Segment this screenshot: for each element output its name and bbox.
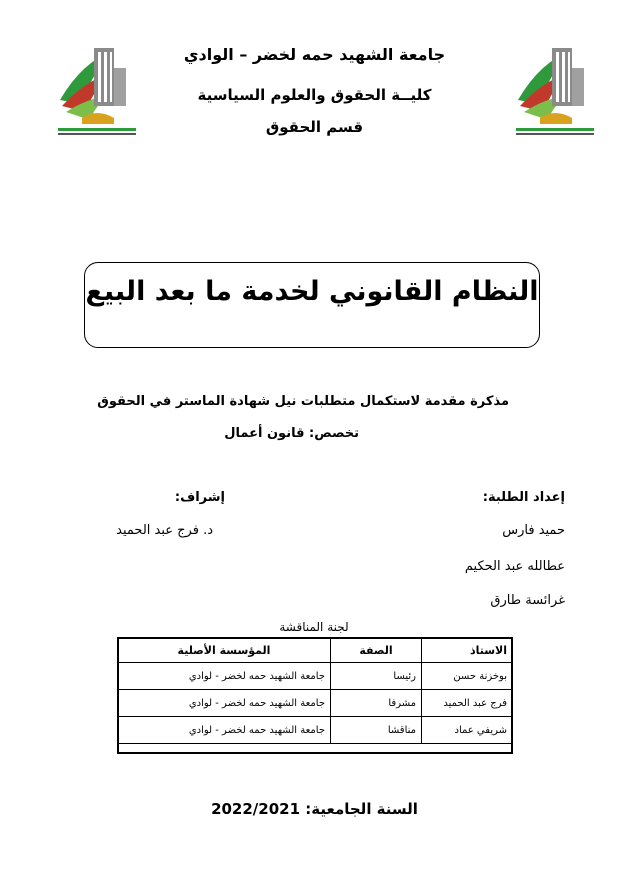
department-name: قسم الحقوق	[265, 118, 364, 136]
table-cell: بوخزنة حسن	[422, 663, 513, 690]
table-cell: رئيسا	[331, 663, 422, 690]
table-cell: مشرفا	[331, 690, 422, 717]
table-cell: مناقشا	[331, 717, 422, 744]
table-cell: جامعة الشهيد حمه لخضر - لوادي	[118, 717, 331, 744]
specialization: تخصص: قانون أعمال	[224, 426, 359, 441]
column-header-role: الصفة	[331, 638, 422, 663]
faculty-name: كليــة الحقوق والعلوم السياسية	[197, 86, 432, 104]
table-cell: جامعة الشهيد حمه لخضر - لوادي	[118, 663, 331, 690]
column-header-professor: الاستاذ	[422, 638, 513, 663]
student-name: حميد فارس	[502, 523, 565, 538]
supervision-label: إشراف:	[174, 490, 225, 505]
committee-caption: لجنة المناقشة	[279, 620, 349, 634]
university-logo-icon	[52, 42, 142, 142]
university-logo-right	[510, 42, 600, 142]
university-name: جامعة الشهيد حمه لخضر – الوادي	[183, 45, 446, 64]
memo-description: مذكرة مقدمة لاستكمال متطلبات نيل شهادة الماستر في الحقوق	[97, 394, 509, 409]
student-name: غرائسة طارق	[490, 593, 565, 608]
supervisor-name: د. فرج عبد الحميد	[116, 523, 213, 538]
university-logo-left	[52, 42, 142, 142]
table-cell: فرج عبد الحميد	[422, 690, 513, 717]
thesis-title: النظام القانوني لخدمة ما بعد البيع	[85, 276, 539, 307]
student-name: عطالله عبد الحكيم	[464, 559, 565, 574]
academic-year: السنة الجامعية: 2022/2021	[211, 800, 418, 818]
table-cell: شريفي عماد	[422, 717, 513, 744]
table-outer-border	[117, 637, 513, 754]
column-header-institution: المؤسسة الأصلية	[118, 638, 331, 663]
students-label: إعداد الطلبة:	[482, 490, 565, 505]
table-cell: جامعة الشهيد حمه لخضر - لوادي	[118, 690, 331, 717]
university-logo-icon	[510, 42, 600, 142]
